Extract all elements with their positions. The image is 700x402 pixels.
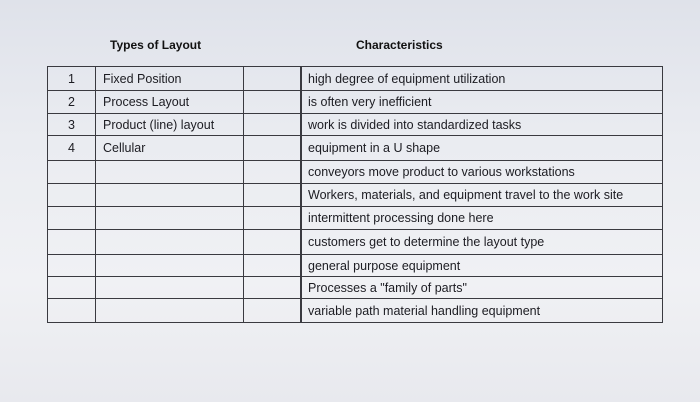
layout-row [48,277,301,299]
row-number-cell[interactable] [48,184,96,207]
characteristic-cell[interactable]: conveyors move product to various workstations [302,161,663,184]
characteristic-row [302,277,663,299]
layout-row [48,136,301,161]
characteristic-cell[interactable]: intermittent processing done here [302,207,663,230]
layout-row [48,91,301,114]
layout-row [48,161,301,184]
answer-cell[interactable] [244,230,301,255]
row-number-cell[interactable] [48,299,96,323]
characteristic-row [302,91,663,114]
layout-type-cell[interactable]: Process Layout [96,91,244,114]
answer-cell[interactable] [244,91,301,114]
characteristic-cell[interactable]: equipment in a U shape [302,136,663,161]
answer-cell[interactable] [244,207,301,230]
row-number-cell[interactable]: 1 [48,67,96,91]
layout-type-cell[interactable] [96,207,244,230]
layout-type-cell[interactable] [96,184,244,207]
layout-row [48,207,301,230]
row-number-cell[interactable] [48,255,96,277]
layout-type-cell[interactable] [96,277,244,299]
characteristic-cell[interactable]: Processes a "family of parts" [302,277,663,299]
characteristics-table [301,66,663,323]
layout-type-cell[interactable]: Cellular [96,136,244,161]
characteristic-row [302,207,663,230]
row-number-cell[interactable] [48,161,96,184]
answer-cell[interactable] [244,277,301,299]
characteristics-header: Characteristics [356,38,443,52]
answer-cell[interactable] [244,161,301,184]
row-number-cell[interactable]: 4 [48,136,96,161]
layout-type-cell[interactable] [96,255,244,277]
characteristic-row [302,184,663,207]
answer-cell[interactable] [244,67,301,91]
characteristic-cell[interactable]: high degree of equipment utilization [302,67,663,91]
layout-types-table [47,66,301,323]
characteristic-row [302,114,663,136]
characteristic-cell[interactable]: is often very inefficient [302,91,663,114]
characteristic-row [302,255,663,277]
characteristic-cell[interactable]: Workers, materials, and equipment travel to the work site [302,184,663,207]
characteristic-row [302,67,663,91]
characteristic-cell[interactable]: variable path material handling equipment [302,299,663,323]
characteristic-row [302,230,663,255]
answer-cell[interactable] [244,299,301,323]
layout-type-cell[interactable] [96,299,244,323]
layout-type-cell[interactable] [96,161,244,184]
characteristic-cell[interactable]: work is divided into standardized tasks [302,114,663,136]
types-of-layout-header: Types of Layout [110,38,202,52]
characteristic-cell[interactable]: general purpose equipment [302,255,663,277]
row-number-cell[interactable]: 2 [48,91,96,114]
row-number-cell[interactable]: 3 [48,114,96,136]
layout-row [48,230,301,255]
characteristic-row [302,299,663,323]
layout-type-cell[interactable]: Product (line) layout [96,114,244,136]
characteristic-row [302,161,663,184]
layout-row [48,255,301,277]
layout-row [48,184,301,207]
layout-type-cell[interactable] [96,230,244,255]
characteristic-row [302,136,663,161]
answer-cell[interactable] [244,255,301,277]
answer-cell[interactable] [244,184,301,207]
characteristic-cell[interactable]: customers get to determine the layout type [302,230,663,255]
layout-row [48,114,301,136]
row-number-cell[interactable] [48,207,96,230]
layout-type-cell[interactable]: Fixed Position [96,67,244,91]
row-number-cell[interactable] [48,230,96,255]
answer-cell[interactable] [244,114,301,136]
row-number-cell[interactable] [48,277,96,299]
layout-row [48,67,301,91]
layout-row [48,299,301,323]
answer-cell[interactable] [244,136,301,161]
